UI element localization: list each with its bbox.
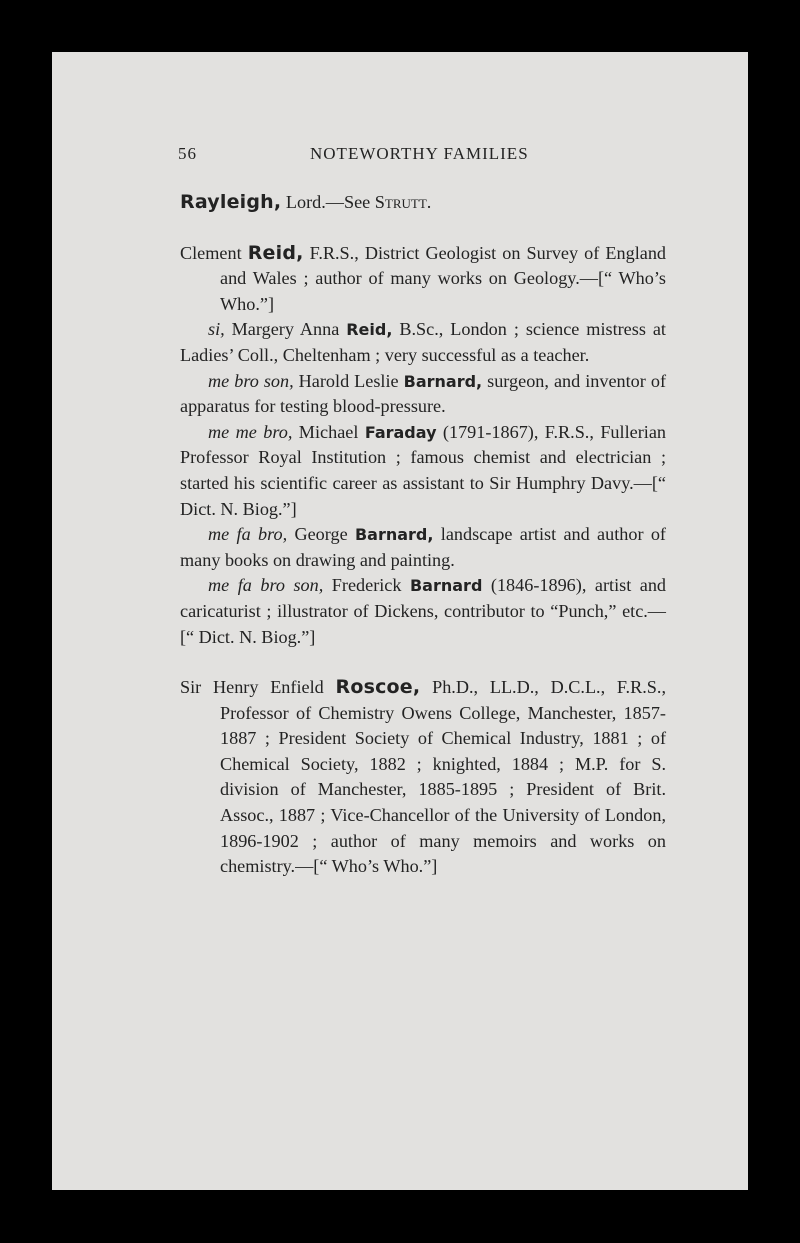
relative-forename: Michael bbox=[292, 421, 365, 442]
relative-forename: George bbox=[287, 524, 355, 545]
relative-surname: Barnard, bbox=[403, 371, 483, 391]
cross-reference: Strutt bbox=[374, 192, 427, 212]
book-page bbox=[52, 52, 748, 1190]
entry-rayleigh bbox=[180, 190, 666, 216]
relative-text: surgeon, and inventor of apparatus for testing blood-pressure. bbox=[180, 370, 666, 417]
relative-surname: Faraday bbox=[364, 422, 437, 442]
entry-reid bbox=[180, 241, 666, 318]
entry-text: F.R.S., District Geologist on Survey of England and Wales ; author of many works on Geology.—[“ Who’s Who.”] bbox=[220, 242, 667, 314]
relative-surname: Reid, bbox=[346, 320, 393, 340]
entry-name: Reid, bbox=[247, 241, 304, 264]
relation-label: me bro son, bbox=[208, 370, 294, 391]
entry-name: Roscoe, bbox=[335, 676, 421, 699]
page-body bbox=[180, 190, 666, 880]
entry-name: Rayleigh, bbox=[180, 191, 282, 213]
relative-forename: Harold Leslie bbox=[293, 370, 404, 391]
page-header bbox=[52, 144, 748, 164]
page-number: 56 bbox=[178, 144, 197, 163]
relative-text: (1791-1867), F.R.S., Fullerian Professor Royal Institution ; famous chemist and electrician ; started his scientific career as assistant to Sir Humphry Davy.—[“ Dict. N. Biog.”] bbox=[180, 421, 666, 519]
relative-entry bbox=[180, 317, 666, 368]
entry-text: Lord.—See bbox=[281, 192, 375, 212]
relative-entry bbox=[180, 522, 666, 573]
relative-surname: Barnard, bbox=[354, 525, 434, 545]
relation-label: me me bro, bbox=[208, 421, 293, 442]
relative-text: (1846-1896), artist and caricaturist ; illustrator of Dickens, contributor to “Punch,” etc.—[“ Dict. N. Biog.”] bbox=[180, 575, 667, 647]
relative-entry bbox=[180, 420, 666, 522]
relative-text: B.Sc., London ; science mistress at Ladies’ Coll., Cheltenham ; very successful as a teacher. bbox=[180, 319, 666, 365]
running-title: NOTEWORTHY FAMILIES bbox=[310, 144, 529, 163]
entry-text: . bbox=[426, 192, 432, 212]
relative-text: landscape artist and author of many books on drawing and painting. bbox=[180, 524, 666, 570]
entry-prefix: Clement bbox=[180, 242, 248, 263]
relation-label: si, bbox=[208, 319, 225, 340]
relative-entry bbox=[180, 369, 666, 420]
relation-label: me fa bro, bbox=[208, 524, 288, 545]
relative-forename: Margery Anna bbox=[224, 319, 347, 340]
relative-surname: Barnard bbox=[409, 576, 483, 596]
relation-label: me fa bro son, bbox=[208, 575, 324, 596]
entry-roscoe bbox=[180, 675, 666, 880]
relative-forename: Frederick bbox=[323, 575, 410, 596]
entry-prefix: Sir Henry Enfield bbox=[180, 677, 336, 698]
relative-entry bbox=[180, 573, 666, 650]
entry-text: Ph.D., LL.D., D.C.L., F.R.S., Professor of Chemistry Owens College, Manchester, 1857-1887 ; President Society of Chemical Industry, 1881 ; of Chemical Society, 1882 ; knighted, 1884 ; M.P. for S. division of Manchester, 1885-1895 ; President of Brit. Assoc., 1887 ; Vice-Chancellor of the University of London, 1896-1902 ; author of many memoirs and works on chemistry.—[“ Who’s Who.”] bbox=[220, 677, 666, 877]
